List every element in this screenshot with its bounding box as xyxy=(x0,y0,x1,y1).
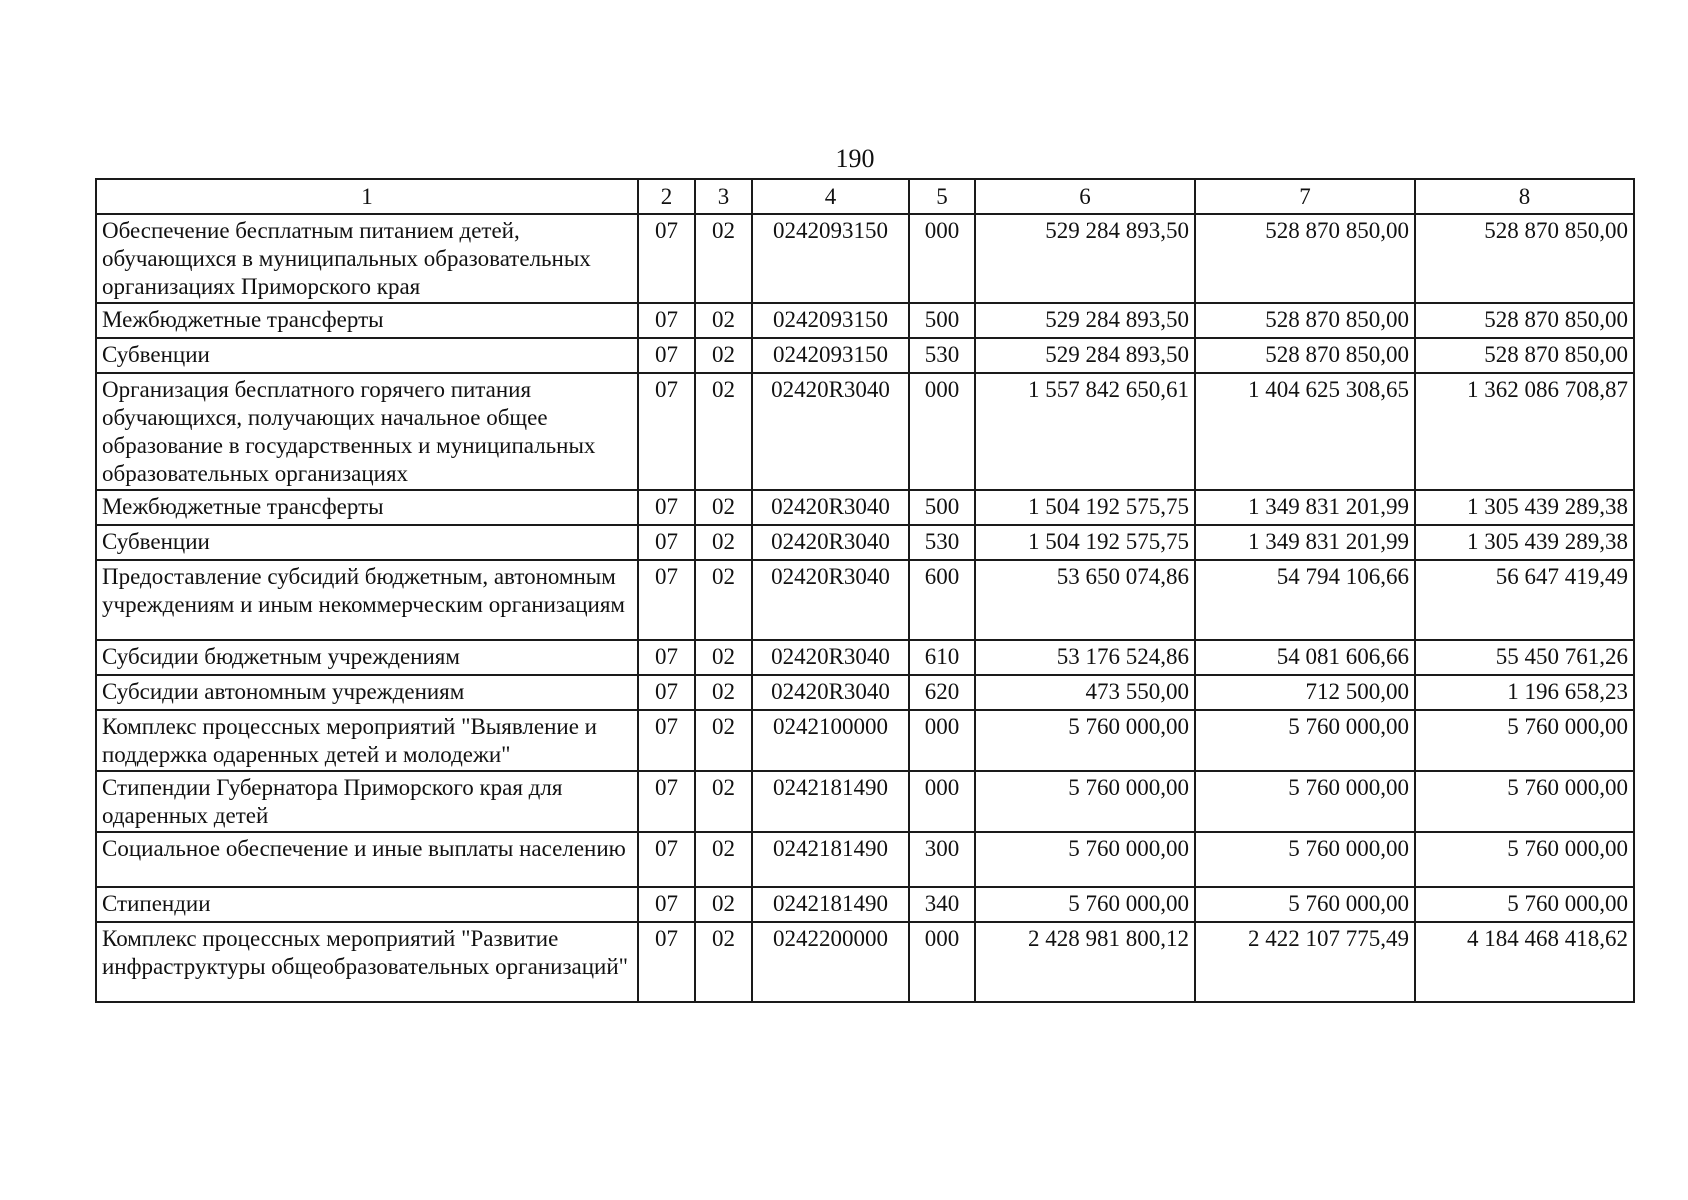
target-article-code: 0242181490 xyxy=(752,832,909,887)
column-header: 6 xyxy=(975,179,1195,214)
amount-col-8: 5 760 000,00 xyxy=(1415,710,1634,771)
expense-type-code: 620 xyxy=(909,675,975,710)
amount-col-7: 5 760 000,00 xyxy=(1195,771,1415,832)
section-code: 07 xyxy=(638,525,695,560)
subsection-code: 02 xyxy=(695,832,752,887)
expense-type-code: 000 xyxy=(909,214,975,303)
table-row xyxy=(96,214,1634,303)
item-name: Межбюджетные трансферты xyxy=(96,490,638,525)
item-name: Социальное обеспечение и иные выплаты населению xyxy=(96,832,638,887)
table-row xyxy=(96,490,1634,525)
amount-col-6: 529 284 893,50 xyxy=(975,214,1195,303)
section-code: 07 xyxy=(638,214,695,303)
subsection-code: 02 xyxy=(695,525,752,560)
item-name: Межбюджетные трансферты xyxy=(96,303,638,338)
item-name: Организация бесплатного горячего питания обучающихся, получающих начальное общее образование в государственных и муниципальных образовательных организациях xyxy=(96,373,638,490)
subsection-code: 02 xyxy=(695,771,752,832)
amount-col-6: 5 760 000,00 xyxy=(975,710,1195,771)
amount-col-7: 5 760 000,00 xyxy=(1195,710,1415,771)
target-article-code: 02420R3040 xyxy=(752,525,909,560)
item-name: Комплекс процессных мероприятий "Развитие инфраструктуры общеобразовательных организаций" xyxy=(96,922,638,1002)
table-row xyxy=(96,675,1634,710)
amount-col-8: 5 760 000,00 xyxy=(1415,832,1634,887)
table-row xyxy=(96,373,1634,490)
column-header: 7 xyxy=(1195,179,1415,214)
target-article-code: 02420R3040 xyxy=(752,640,909,675)
item-name: Комплекс процессных мероприятий "Выявление и поддержка одаренных детей и молодежи" xyxy=(96,710,638,771)
amount-col-6: 5 760 000,00 xyxy=(975,771,1195,832)
table-row xyxy=(96,640,1634,675)
amount-col-8: 4 184 468 418,62 xyxy=(1415,922,1634,1002)
expense-type-code: 600 xyxy=(909,560,975,640)
section-code: 07 xyxy=(638,490,695,525)
target-article-code: 0242093150 xyxy=(752,214,909,303)
target-article-code: 0242093150 xyxy=(752,338,909,373)
table-row xyxy=(96,771,1634,832)
target-article-code: 0242200000 xyxy=(752,922,909,1002)
item-name: Субсидии автономным учреждениям xyxy=(96,675,638,710)
column-header: 2 xyxy=(638,179,695,214)
section-code: 07 xyxy=(638,640,695,675)
amount-col-6: 473 550,00 xyxy=(975,675,1195,710)
amount-col-8: 528 870 850,00 xyxy=(1415,338,1634,373)
table-body xyxy=(96,214,1634,1002)
amount-col-6: 1 504 192 575,75 xyxy=(975,525,1195,560)
section-code: 07 xyxy=(638,338,695,373)
amount-col-8: 56 647 419,49 xyxy=(1415,560,1634,640)
amount-col-7: 1 349 831 201,99 xyxy=(1195,525,1415,560)
column-header: 3 xyxy=(695,179,752,214)
item-name: Субвенции xyxy=(96,525,638,560)
expense-type-code: 000 xyxy=(909,771,975,832)
target-article-code: 0242181490 xyxy=(752,771,909,832)
subsection-code: 02 xyxy=(695,640,752,675)
column-header: 8 xyxy=(1415,179,1634,214)
amount-col-8: 1 362 086 708,87 xyxy=(1415,373,1634,490)
amount-col-7: 528 870 850,00 xyxy=(1195,338,1415,373)
column-header: 4 xyxy=(752,179,909,214)
expense-type-code: 000 xyxy=(909,373,975,490)
section-code: 07 xyxy=(638,832,695,887)
table-row xyxy=(96,303,1634,338)
amount-col-8: 528 870 850,00 xyxy=(1415,214,1634,303)
amount-col-6: 5 760 000,00 xyxy=(975,832,1195,887)
target-article-code: 0242093150 xyxy=(752,303,909,338)
expense-type-code: 340 xyxy=(909,887,975,922)
item-name: Субвенции xyxy=(96,338,638,373)
table-row xyxy=(96,922,1634,1002)
expense-type-code: 530 xyxy=(909,338,975,373)
amount-col-6: 2 428 981 800,12 xyxy=(975,922,1195,1002)
section-code: 07 xyxy=(638,675,695,710)
header-row xyxy=(96,179,1634,214)
amount-col-8: 528 870 850,00 xyxy=(1415,303,1634,338)
target-article-code: 02420R3040 xyxy=(752,490,909,525)
subsection-code: 02 xyxy=(695,887,752,922)
subsection-code: 02 xyxy=(695,214,752,303)
amount-col-8: 5 760 000,00 xyxy=(1415,887,1634,922)
amount-col-7: 1 404 625 308,65 xyxy=(1195,373,1415,490)
expense-type-code: 000 xyxy=(909,922,975,1002)
amount-col-6: 529 284 893,50 xyxy=(975,338,1195,373)
table-row xyxy=(96,560,1634,640)
amount-col-7: 5 760 000,00 xyxy=(1195,887,1415,922)
amount-col-8: 5 760 000,00 xyxy=(1415,771,1634,832)
item-name: Обеспечение бесплатным питанием детей, обучающихся в муниципальных образовательных организациях Приморского края xyxy=(96,214,638,303)
subsection-code: 02 xyxy=(695,560,752,640)
amount-col-8: 1 305 439 289,38 xyxy=(1415,490,1634,525)
section-code: 07 xyxy=(638,560,695,640)
amount-col-7: 528 870 850,00 xyxy=(1195,214,1415,303)
section-code: 07 xyxy=(638,771,695,832)
subsection-code: 02 xyxy=(695,710,752,771)
column-header: 1 xyxy=(96,179,638,214)
section-code: 07 xyxy=(638,887,695,922)
subsection-code: 02 xyxy=(695,338,752,373)
expense-type-code: 000 xyxy=(909,710,975,771)
amount-col-6: 53 650 074,86 xyxy=(975,560,1195,640)
budget-table xyxy=(95,178,1635,1003)
table-row xyxy=(96,710,1634,771)
subsection-code: 02 xyxy=(695,490,752,525)
expense-type-code: 530 xyxy=(909,525,975,560)
target-article-code: 02420R3040 xyxy=(752,675,909,710)
amount-col-8: 1 305 439 289,38 xyxy=(1415,525,1634,560)
amount-col-7: 1 349 831 201,99 xyxy=(1195,490,1415,525)
item-name: Стипендии xyxy=(96,887,638,922)
section-code: 07 xyxy=(638,922,695,1002)
column-header: 5 xyxy=(909,179,975,214)
section-code: 07 xyxy=(638,710,695,771)
section-code: 07 xyxy=(638,303,695,338)
amount-col-6: 5 760 000,00 xyxy=(975,887,1195,922)
item-name: Стипендии Губернатора Приморского края для одаренных детей xyxy=(96,771,638,832)
subsection-code: 02 xyxy=(695,303,752,338)
target-article-code: 0242181490 xyxy=(752,887,909,922)
amount-col-7: 54 794 106,66 xyxy=(1195,560,1415,640)
target-article-code: 02420R3040 xyxy=(752,560,909,640)
amount-col-7: 5 760 000,00 xyxy=(1195,832,1415,887)
table-row xyxy=(96,887,1634,922)
amount-col-7: 2 422 107 775,49 xyxy=(1195,922,1415,1002)
amount-col-6: 53 176 524,86 xyxy=(975,640,1195,675)
table-row xyxy=(96,525,1634,560)
amount-col-8: 1 196 658,23 xyxy=(1415,675,1634,710)
table-row xyxy=(96,832,1634,887)
amount-col-7: 712 500,00 xyxy=(1195,675,1415,710)
amount-col-6: 1 557 842 650,61 xyxy=(975,373,1195,490)
item-name: Предоставление субсидий бюджетным, автономным учреждениям и иным некоммерческим организациям xyxy=(96,560,638,640)
amount-col-7: 54 081 606,66 xyxy=(1195,640,1415,675)
target-article-code: 0242100000 xyxy=(752,710,909,771)
page-number: 190 xyxy=(835,144,875,173)
subsection-code: 02 xyxy=(695,675,752,710)
section-code: 07 xyxy=(638,373,695,490)
amount-col-6: 529 284 893,50 xyxy=(975,303,1195,338)
subsection-code: 02 xyxy=(695,922,752,1002)
item-name: Субсидии бюджетным учреждениям xyxy=(96,640,638,675)
subsection-code: 02 xyxy=(695,373,752,490)
amount-col-6: 1 504 192 575,75 xyxy=(975,490,1195,525)
target-article-code: 02420R3040 xyxy=(752,373,909,490)
expense-type-code: 500 xyxy=(909,490,975,525)
table-row xyxy=(96,338,1634,373)
amount-col-7: 528 870 850,00 xyxy=(1195,303,1415,338)
amount-col-8: 55 450 761,26 xyxy=(1415,640,1634,675)
expense-type-code: 500 xyxy=(909,303,975,338)
expense-type-code: 300 xyxy=(909,832,975,887)
expense-type-code: 610 xyxy=(909,640,975,675)
